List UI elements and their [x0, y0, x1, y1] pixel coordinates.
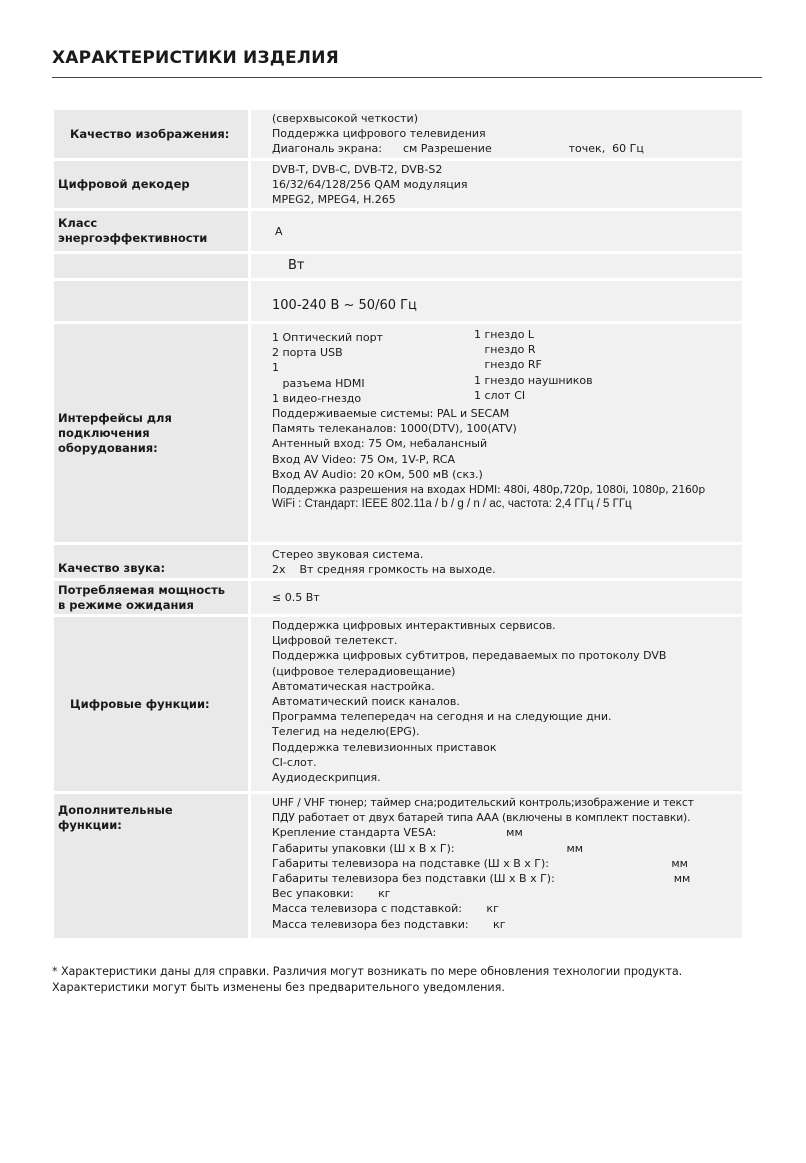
row-label-decoder: [54, 161, 248, 208]
standby-value: ≤ 0.5 Вт: [272, 591, 320, 604]
row-value-energy: [251, 211, 742, 251]
row-label-extra: [54, 794, 248, 938]
power-value: Вт: [288, 258, 305, 273]
row-label-digital: [54, 617, 248, 791]
label-text: Цифровые функции:: [70, 696, 210, 711]
ports-right: [474, 327, 593, 403]
value-line: Автоматический поиск каналов.: [272, 694, 460, 708]
row-label-interfaces: [54, 324, 248, 542]
value-line: Диагональ экрана: см Разрешение точек, 60 Гц: [272, 142, 644, 156]
label-text: Интерфейсы для подключения оборудования:: [58, 410, 172, 455]
value-line: Вход AV Audio: 20 кОм, 500 мВ (скз.): [272, 467, 483, 481]
row-label-power: [54, 254, 248, 278]
label-text: Потребляемая мощность: [58, 582, 226, 597]
value-line: ПДУ работает от двух батарей типа AAA (включены в комплект поставки).: [272, 811, 691, 825]
value-line: Габариты телевизора на подставке (Ш х В х Г): мм: [272, 856, 688, 870]
row-label-energy: [54, 211, 248, 251]
port-item: 2 порта USB: [272, 346, 343, 360]
row-value-standby: [251, 581, 742, 614]
value-line: Поддержка разрешения на входах HDMI: 480i, 480p,720p, 1080i, 1080p, 2160p: [272, 482, 706, 496]
row-label-picture: [54, 110, 248, 158]
value-line: Телегид на неделю(EPG).: [272, 725, 420, 739]
row-value-digital: [251, 617, 742, 791]
row-value-supply: [251, 281, 742, 321]
ports-grid: [272, 330, 742, 406]
port-item: 1: [272, 361, 279, 375]
value-line: Поддержка цифрового телевидения: [272, 127, 486, 141]
label-text: Класс: [58, 216, 98, 230]
title-divider: [52, 77, 762, 78]
label-text: Качество звука:: [58, 561, 166, 575]
value-line: Крепление стандарта VESA: мм: [272, 826, 523, 840]
value-line: Вход AV Video: 75 Ом, 1V-P, RCA: [272, 452, 455, 466]
row-value-interfaces: [251, 324, 742, 542]
port-item: 1 видео-гнездо: [272, 391, 362, 405]
value-line: CI-слот.: [272, 755, 317, 769]
supply-value: 100-240 В ~ 50/60 Гц: [272, 298, 417, 313]
label-text: функции:: [58, 818, 122, 832]
value-line: Поддержка цифровых интерактивных сервисов.: [272, 619, 556, 632]
value-line: Антенный вход: 75 Ом, небалансный: [272, 437, 488, 451]
value-line: Поддержка телевизионных приставок: [272, 740, 497, 754]
page-title: ХАРАКТЕРИСТИКИ ИЗДЕЛИЯ: [52, 48, 339, 68]
value-line: Стерео звуковая система.: [272, 548, 424, 561]
port-item: разъема HDMI: [272, 376, 365, 390]
port-item: гнездо R: [474, 343, 536, 357]
footnote-line: * Характеристики даны для справки. Различия могут возникать по мере обновления технологии продукта.: [52, 965, 683, 978]
value-line: MPEG2, MPEG4, H.265: [272, 193, 396, 207]
value-line: Габариты телевизора без подставки (Ш х В х Г): мм: [272, 871, 691, 885]
port-item: 1 слот CI: [474, 388, 526, 402]
value-line: WiFi : Стандарт: IEEE 802.11a / b / g / n / ac, частота: 2,4 ГГц / 5 ГГц: [272, 498, 632, 511]
value-line: 16/32/64/128/256 QAM модуляция: [272, 178, 468, 192]
value-line: Автоматическая настройка.: [272, 679, 435, 693]
port-item: 1 Оптический порт: [272, 331, 383, 344]
value-line: Цифровой телетекст.: [272, 634, 398, 648]
value-line: UHF / VHF тюнер; таймер сна;родительский контроль;изображение и текст: [272, 796, 694, 809]
port-item: 1 гнездо L: [474, 328, 535, 341]
ports-left: [272, 330, 383, 406]
port-item: гнездо RF: [474, 358, 542, 372]
value-line: Память телеканалов: 1000(DTV), 100(ATV): [272, 422, 517, 436]
energy-class-value: A: [275, 225, 283, 238]
footnote: [52, 964, 682, 996]
value-line: Масса телевизора с подставкой: кг: [272, 902, 499, 916]
label-text: Качество изображения:: [70, 126, 230, 141]
value-line: Вес упаковки: кг: [272, 887, 391, 901]
value-line: Программа телепередач на сегодня и на следующие дни.: [272, 710, 612, 724]
label-text: Дополнительные: [58, 803, 173, 817]
row-value-decoder: [251, 161, 742, 208]
value-line: Масса телевизора без подставки: кг: [272, 917, 506, 931]
row-label-standby: [54, 581, 248, 614]
row-value-picture: [251, 110, 742, 158]
label-text: Цифровой декодер: [58, 177, 190, 191]
row-value-power: [251, 254, 742, 278]
label-text: энергоэффективности: [58, 231, 208, 245]
value-line: 2x Вт средняя громкость на выходе.: [272, 563, 496, 577]
row-value-sound: [251, 545, 742, 578]
value-line: Габариты упаковки (Ш х В х Г): мм: [272, 841, 584, 855]
value-line: Поддерживаемые системы: PAL и SECAM: [272, 407, 510, 420]
row-value-extra: [251, 794, 742, 938]
port-item: 1 гнездо наушников: [474, 373, 593, 387]
value-line: (сверхвысокой четкости): [272, 112, 418, 125]
footnote-line: Характеристики могут быть изменены без предварительного уведомления.: [52, 981, 505, 994]
value-line: DVB-T, DVB-C, DVB-T2, DVB-S2: [272, 163, 443, 176]
row-label-sound: [54, 545, 248, 578]
value-line: (цифровое телерадиовещание): [272, 664, 456, 678]
row-label-supply: [54, 281, 248, 321]
label-text: в режиме ожидания: [58, 597, 194, 612]
value-line: Поддержка цифровых субтитров, передаваемых по протоколу DVB: [272, 649, 667, 663]
value-line: Аудиодескрипция.: [272, 770, 381, 784]
